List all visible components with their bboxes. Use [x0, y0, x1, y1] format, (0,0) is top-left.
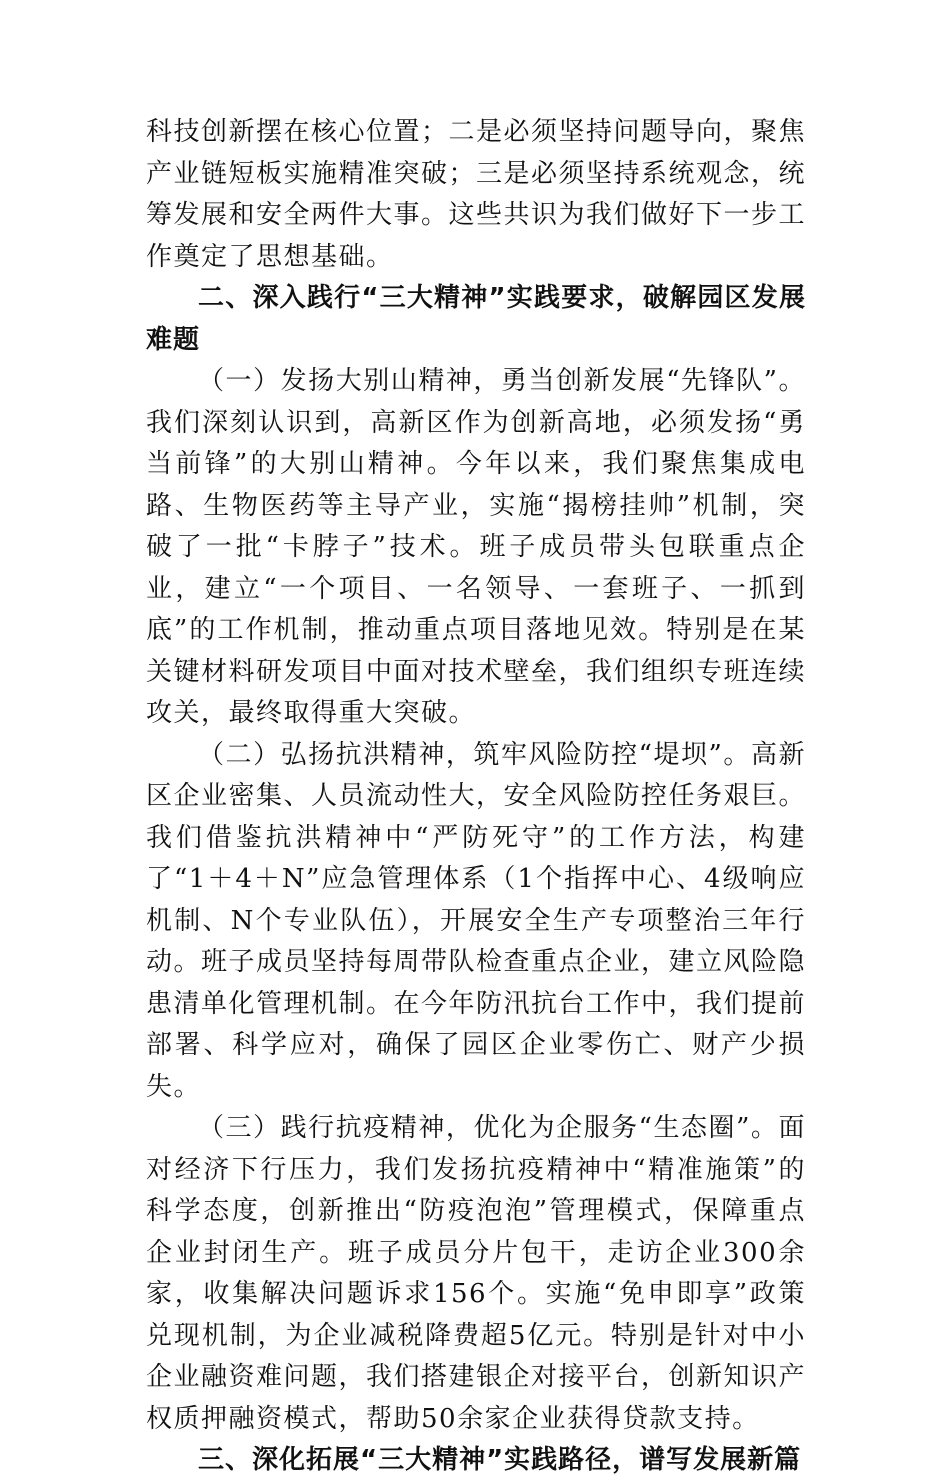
subheading-1: （一）发扬大别山精神，勇当创新发展“先锋队”。	[198, 366, 806, 396]
paragraph-section-1	[146, 361, 806, 735]
paragraph-section-2	[146, 735, 806, 1109]
subheading-3: （三）践行抗疫精神，优化为企服务“生态圈”。	[198, 1113, 779, 1143]
paragraph-body-2: 高新区企业密集、人员流动性大，安全风险防控任务艰巨。我们借鉴抗洪精神中“严防死守”的工作方法，构建了“1＋4＋N”应急管理体系（1个指挥中心、4级响应机制、N个专业队伍），开展安全生产专项整治三年行动。班子成员坚持每周带队检查重点企业，建立风险隐患清单化管理机制。在今年防汛抗台工作中，我们提前部署、科学应对，确保了园区企业零伤亡、财产少损失。	[146, 739, 807, 1102]
paragraph-body-3: 面对经济下行压力，我们发扬抗疫精神中“精准施策”的科学态度，创新推出“防疫泡泡”管理模式，保障重点企业封闭生产。班子成员分片包干，走访企业300余家，收集解决问题诉求156个。实施“免申即享”政策兑现机制，为企业减税降费超5亿元。特别是针对中小企业融资难问题，我们搭建银企对接平台，创新知识产权质押融资模式，帮助50余家企业获得贷款支持。	[146, 1113, 807, 1434]
section-heading-3: 三、深化拓展“三大精神”实践路径，谱写发展新篇	[198, 1445, 802, 1475]
paragraph-section-3	[146, 1108, 806, 1440]
section-heading-2: 二、深入践行“三大精神”实践要求，破解园区发展难题	[146, 283, 806, 355]
paragraph-body-1: 我们深刻认识到，高新区作为创新高地，必须发扬“勇当前锋”的大别山精神。今年以来，我们聚焦集成电路、生物医药等主导产业，实施“揭榜挂帅”机制，突破了一批“卡脖子”技术。班子成员带头包联重点企业，建立“一个项目、一名领导、一套班子、一抓到底”的工作机制，推动重点项目落地见效。特别是在某关键材料研发项目中面对技术壁垒，我们组织专班连续攻关，最终取得重大突破。	[146, 407, 807, 728]
intro-paragraph-continued: 科技创新摆在核心位置；二是必须坚持问题导向，聚焦产业链短板实施精准突破；三是必须坚持系统观念，统筹发展和安全两件大事。这些共识为我们做好下一步工作奠定了思想基础。	[146, 117, 807, 272]
document-page	[146, 112, 806, 1482]
subheading-2: （二）弘扬抗洪精神，筑牢风险防控“堤坝”。	[198, 739, 751, 770]
